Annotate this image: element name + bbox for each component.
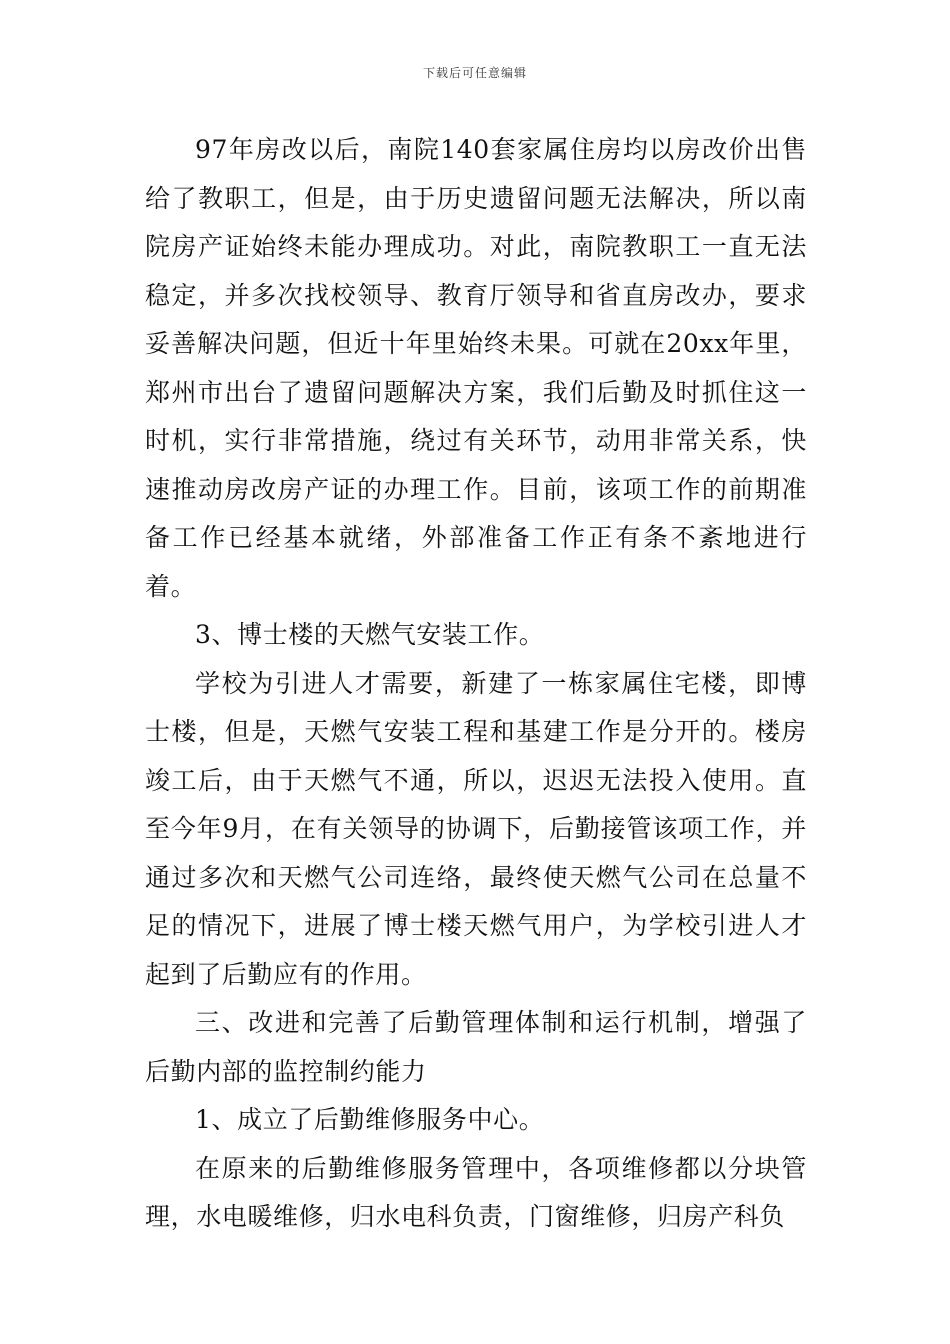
paragraph-gas-installation: 学校为引进人才需要，新建了一栋家属住宅楼，即博士楼，但是，天燃气安装工程和基建工作是分开的。楼房竣工后，由于天燃气不通，所以，迟迟无法投入使用。直至今年9月，在有关领导的协调下，后勤接管该项工作，并通过多次和天燃气公司连络，最终使天燃气公司在总量不足的情况下，进展了博士楼天燃气用户，为学校引进人才起到了后勤应有的作用。 (145, 668, 807, 989)
paragraph-item-3-heading: 3、博士楼的天燃气安装工作。 (195, 620, 545, 649)
paragraph-maintenance: 在原来的后勤维修服务管理中，各项维修都以分块管理，水电暖维修，归水电科负责，门窗维修，归房产科负 (145, 1153, 807, 1231)
document-body (145, 126, 807, 1242)
paragraph-section-3-heading: 三、改进和完善了后勤管理体制和运行机制，增强了后勤内部的监控制约能力 (145, 1008, 807, 1086)
header-note: 下载后可任意编辑 (422, 66, 527, 80)
paragraph-item-1-heading: 1、成立了后勤维修服务中心。 (195, 1105, 545, 1134)
paragraph-housing-reform: 97年房改以后，南院140套家属住房均以房改价出售给了教职工，但是，由于历史遗留问题无法解决，所以南院房产证始终未能办理成功。对此，南院教职工一直无法稳定，并多次找校领导、教育厅领导和省直房改办，要求妥善解决问题，但近十年里始终未果。可就在20xx年里，郑州市出台了遗留问题解决方案，我们后勤及时抓住这一时机，实行非常措施，绕过有关环节，动用非常关系，快速推动房改房产证的办理工作。目前，该项工作的前期准备工作已经基本就绪，外部准备工作正有条不紊地进行着。 (145, 135, 807, 601)
